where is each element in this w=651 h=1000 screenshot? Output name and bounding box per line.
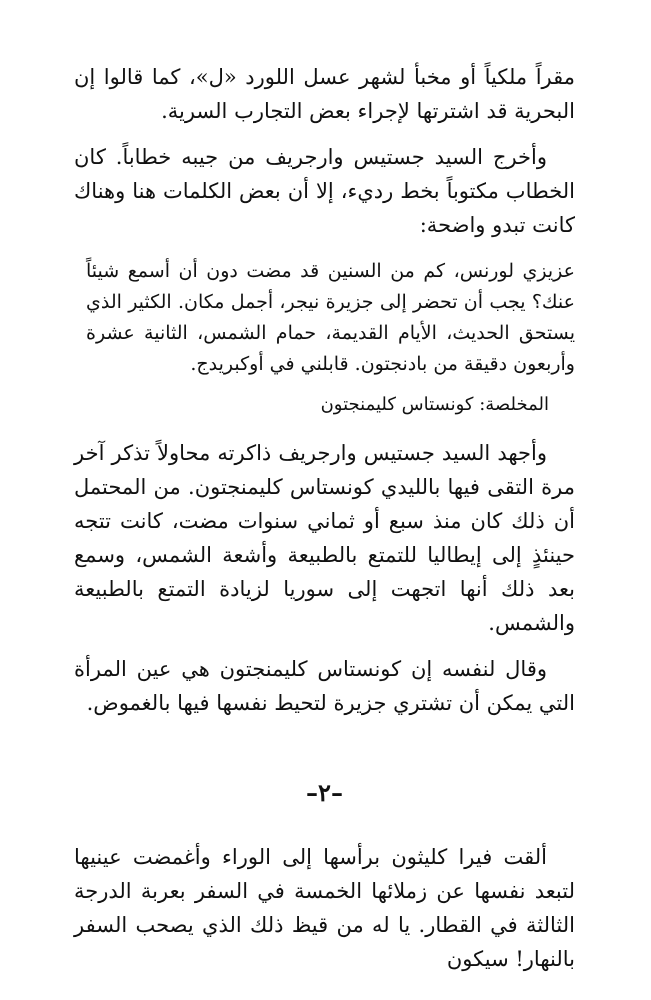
paragraph-letter-intro: وأخرج السيد جستيس وارجريف من جيبه خطاباً. كان الخطاب مكتوباً بخط رديء، إلا أن بعض الكلمات هنا وهناك كانت تبدو واضحة:	[74, 145, 575, 237]
paragraph-memory: وأجهد السيد جستيس وارجريف ذاكرته محاولاً تذكر آخر مرة التقى فيها بالليدي كونستاس كليمنجتون. من المحتمل أن ذلك كان منذ سبع أو ثماني سنوات مضت، كانت تتجه حينئذٍ إلى إيطاليا للتمتع بالطبيعة وأشعة الشمس، وسمع بعد ذلك أنها اتجهت إلى سوريا لزيادة التمتع بالطبيعة والشمس.	[74, 441, 575, 635]
section-number: –٢–	[306, 778, 343, 807]
paragraph-vera: ألقت فيرا كليثون برأسها إلى الوراء وأغمضت عينيها لتبعد نفسها عن زملائها الخمسة في السفر بعربة الدرجة الثالثة في القطار. يا له من قيظ ذلك الذي يصحب السفر بالنهار! سيكون	[74, 845, 575, 971]
letter-quote	[74, 256, 575, 420]
paragraph-reflection: وقال لنفسه إن كونستاس كليمنجتون هي عين المرأة التي يمكن أن تشتري جزيرة لتحيط نفسها فيها بالغموض.	[74, 657, 575, 715]
letter-body: عزيزي لورنس، كم من السنين قد مضت دون أن أسمع شيئاً عنك؟ يجب أن تحضر إلى جزيرة نيجر، أجمل مكان. الكثير الذي يستحق الحديث، الأيام القديمة، حمام الشمس، الثانية عشرة وأربعون دقيقة من بادنجتون. قابلني في أوكبريدج.	[86, 260, 575, 375]
letter-signature: المخلصة: كونستاس كليمنجتون	[320, 394, 549, 415]
paragraph-continuation: مقراً ملكياً أو مخبأ لشهر عسل اللورد «ل»، كما قالوا إن البحرية قد اشترتها لإجراء بعض التجارب السرية.	[74, 65, 575, 123]
